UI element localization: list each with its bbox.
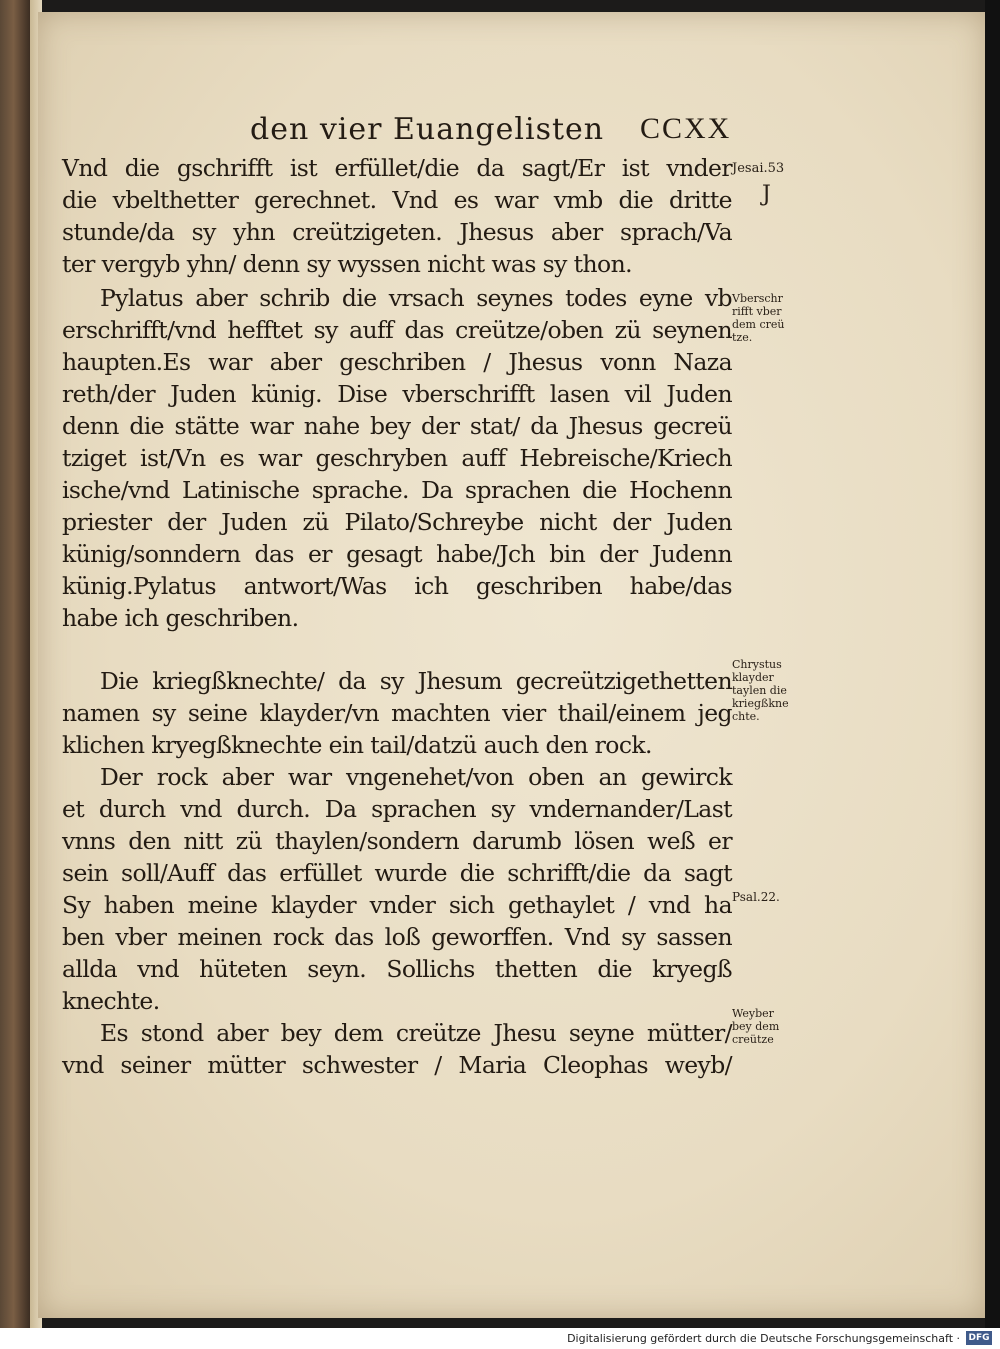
note-line: klayder [732, 671, 774, 684]
text-line: künig/sonndern das er gesagt habe/Jch bin der Judenn [62, 540, 732, 568]
text-line: stunde/da sy yhn creützigeten. Jhesus aber sprach/Va [62, 218, 732, 246]
book-binding [0, 0, 30, 1328]
text-line: reth/der Juden künig. Dise vberschrifft lasen vil Juden [62, 380, 732, 408]
text-line: die vbelthetter gerechnet. Vnd es war vmb die dritte [62, 186, 732, 214]
note-line: bey dem [732, 1020, 780, 1033]
note-line: rifft vber [732, 305, 782, 318]
note-line: kriegßkne [732, 697, 789, 710]
text-line: Sy haben meine klayder vnder sich gethaylet / vnd ha [62, 891, 732, 919]
marginal-note-weyber [732, 1007, 818, 1046]
note-line: Vberschr [732, 292, 783, 305]
text-line: Pylatus aber schrib die vrsach seynes todes eyne vb [100, 284, 732, 312]
running-head: den vier Euangelisten [250, 112, 605, 147]
text-line: namen sy seine klayder/vn machten vier thail/einem jeg [62, 699, 732, 727]
note-line: Chrystus [732, 658, 782, 671]
text-line: ben vber meinen rock das loß geworffen. Vnd sy sassen [62, 923, 732, 951]
note-line: taylen die [732, 684, 787, 697]
text-line: künig.Pylatus antwort/Was ich geschriben habe/das [62, 572, 732, 600]
text-line: tziget ist/Vn es war geschryben auff Hebreische/Kriech [62, 444, 732, 472]
text-line: Es stond aber bey dem creütze Jhesu seyne mütter/ [100, 1019, 732, 1047]
text-line: klichen kryegßknechte ein tail/datzü auch den rock. [62, 731, 652, 759]
text-line: denn die stätte war nahe bey der stat/ da Jhesus gecreü [62, 412, 732, 440]
marginal-note-psalm [732, 891, 818, 904]
text-line: vnd seiner mütter schwester / Maria Cleophas weyb/ [62, 1051, 732, 1079]
text-line: haupten.Es war aber geschriben / Jhesus vonn Naza [62, 348, 732, 376]
marginal-note-klayder [732, 658, 818, 723]
text-line: vnns den nitt zü thaylen/sondern darumb lösen weß er [62, 827, 732, 855]
text-line: allda vnd hüteten seyn. Sollichs thetten die kryegß [62, 955, 732, 983]
text-line: sein soll/Auff das erfüllet wurde die schrifft/die da sagt [62, 859, 732, 887]
text-line: Vnd die gschrifft ist erfüllet/die da sagt/Er ist vnder [62, 154, 732, 182]
marginal-note-jesaia [732, 162, 818, 215]
folio-number: CCXX [640, 112, 732, 145]
scan-border [985, 0, 1000, 1328]
text-line: erschrifft/vnd hefftet sy auff das creütze/oben zü seynen [62, 316, 732, 344]
text-line: ische/vnd Latinische sprache. Da sprachen die Hochenn [62, 476, 732, 504]
note-line: tze. [732, 331, 753, 344]
marginal-note-uberschrift [732, 292, 818, 344]
note-line: creütze [732, 1033, 774, 1046]
text-line: priester der Juden zü Pilato/Schreybe nicht der Juden [62, 508, 732, 536]
dfg-logo-icon: DFG [966, 1331, 992, 1345]
funding-credit: Digitalisierung gefördert durch die Deutsche Forschungsgemeinschaft · [567, 1332, 960, 1345]
note-line: chte. [732, 710, 760, 723]
note-line: J [762, 182, 771, 207]
text-line: knechte. [62, 987, 160, 1015]
text-line: habe ich geschriben. [62, 604, 299, 632]
note-line: dem creü [732, 318, 785, 331]
footer-bar [0, 1328, 1000, 1349]
note-line: Psal.22. [732, 890, 780, 904]
note-line: Weyber [732, 1007, 774, 1020]
text-line: Der rock aber war vngenehet/von oben an gewirck [100, 763, 732, 791]
text-line: ter vergyb yhn/ denn sy wyssen nicht was sy thon. [62, 250, 633, 278]
text-line: Die kriegßknechte/ da sy Jhesum gecreützigethetten [100, 667, 732, 695]
text-line: et durch vnd durch. Da sprachen sy vndernander/Last [62, 795, 732, 823]
note-line: Jesai.53 [732, 161, 785, 176]
